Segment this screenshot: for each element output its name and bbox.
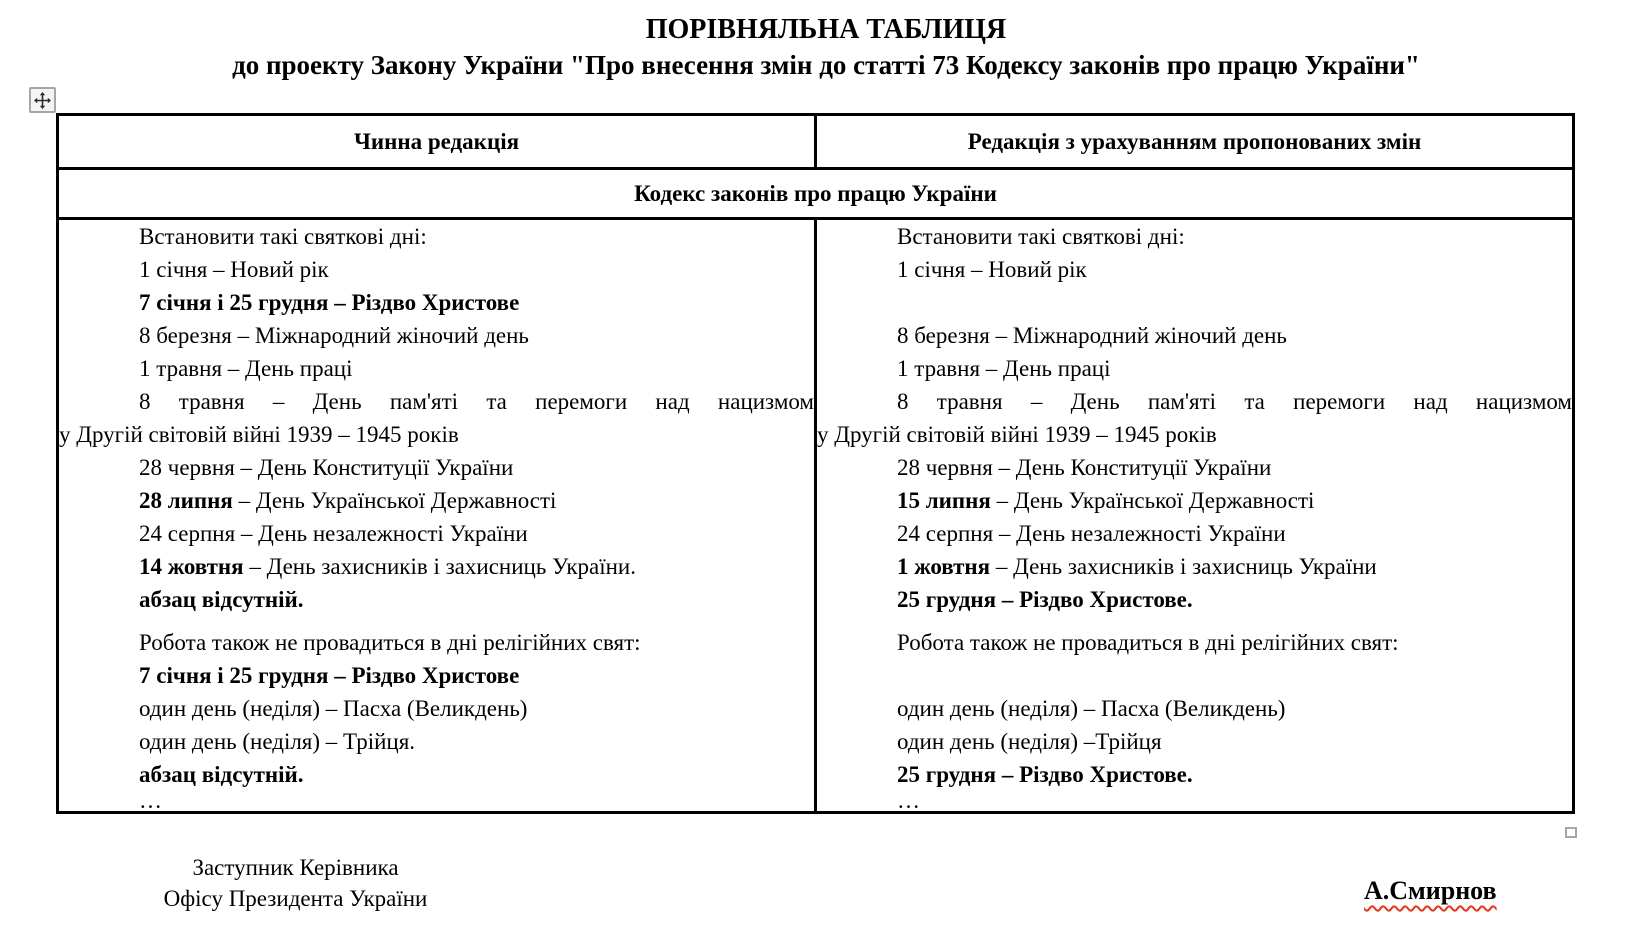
text-line: 7 січня і 25 грудня – Різдво Христове (139, 290, 520, 315)
table-move-handle[interactable] (29, 87, 56, 113)
text-line: … (897, 788, 920, 813)
signatory-title-line2: Офісу Президента України (163, 886, 428, 911)
text-line: 8 травня – День пам'яті та перемоги над нацизмом (897, 389, 1572, 414)
text-line: 28 червня – День Конституції України (139, 455, 514, 480)
text-line: 8 травня – День пам'яті та перемоги над нацизмом (139, 389, 814, 414)
text-line: 24 серпня – День незалежності України (139, 521, 528, 546)
section-title-row (58, 169, 1574, 219)
paragraph-gap (59, 616, 814, 626)
text-line: 24 серпня – День незалежності України (897, 521, 1286, 546)
current-version-cell (58, 219, 816, 813)
text-line: один день (неділя) – Трійця. (139, 729, 416, 754)
text-line: один день (неділя) – Пасха (Великдень) (139, 696, 528, 721)
text-line: 8 березня – Міжнародний жіночий день (897, 323, 1287, 348)
section-title-cell: Кодекс законів про працю України (58, 169, 1574, 219)
text-line: один день (неділя) – Пасха (Великдень) (897, 696, 1286, 721)
text-line: 1 січня – Новий рік (139, 257, 329, 282)
text-line: у Другій світовій війні 1939 – 1945 років (59, 422, 459, 447)
proposed-version-cell (816, 219, 1574, 813)
text-line: абзац відсутній. (139, 587, 304, 612)
text-line: 7 січня і 25 грудня – Різдво Христове (139, 663, 520, 688)
text-line: Встановити такі святкові дні: (897, 224, 1185, 249)
text-line: … (139, 788, 162, 813)
text-line: один день (неділя) –Трійця (897, 729, 1162, 754)
text-line: 25 грудня – Різдво Христове. (897, 762, 1193, 787)
header-row (58, 115, 1574, 169)
text-line: абзац відсутній. (139, 762, 304, 787)
text-line: 1 травня – День праці (897, 356, 1111, 381)
move-cross-arrows-icon (34, 92, 51, 109)
document-title: ПОРІВНЯЛЬНА ТАБЛИЦЯ (645, 14, 1007, 45)
paragraph-gap (817, 616, 1572, 626)
text-line: у Другій світовій війні 1939 – 1945 років (817, 422, 1217, 447)
blank-line (817, 286, 1572, 319)
column-header-proposed: Редакція з урахуванням пропонованих змін (816, 115, 1574, 169)
text-line: 28 липня – День Української Державності (139, 488, 557, 513)
document-subtitle: до проекту Закону України "Про внесення змін до статті 73 Кодексу законів про працю України" (232, 50, 1420, 80)
signatory-title-line1: Заступник Керівника (192, 855, 399, 880)
table-resize-handle[interactable] (1565, 827, 1577, 838)
comparison-table (56, 113, 1575, 814)
text-line: Робота також не провадиться в дні релігійних свят: (139, 630, 641, 655)
text-line: Встановити такі святкові дні: (139, 224, 427, 249)
column-header-current: Чинна редакція (58, 115, 816, 169)
signatory-title (118, 852, 473, 914)
signatory-name: А.Смирнов (1364, 876, 1497, 905)
text-line: 14 жовтня – День захисників і захисниць України. (139, 554, 636, 579)
text-line: 25 грудня – Різдво Христове. (897, 587, 1193, 612)
text-line: 1 жовтня – День захисників і захисниць України (897, 554, 1377, 579)
text-line: 28 червня – День Конституції України (897, 455, 1272, 480)
text-line: 8 березня – Міжнародний жіночий день (139, 323, 529, 348)
body-row (58, 219, 1574, 813)
text-line: 15 липня – День Української Державності (897, 488, 1315, 513)
text-line: 1 травня – День праці (139, 356, 353, 381)
text-line: Робота також не провадиться в дні релігійних свят: (897, 630, 1399, 655)
blank-line (817, 659, 1572, 692)
text-line: 1 січня – Новий рік (897, 257, 1087, 282)
